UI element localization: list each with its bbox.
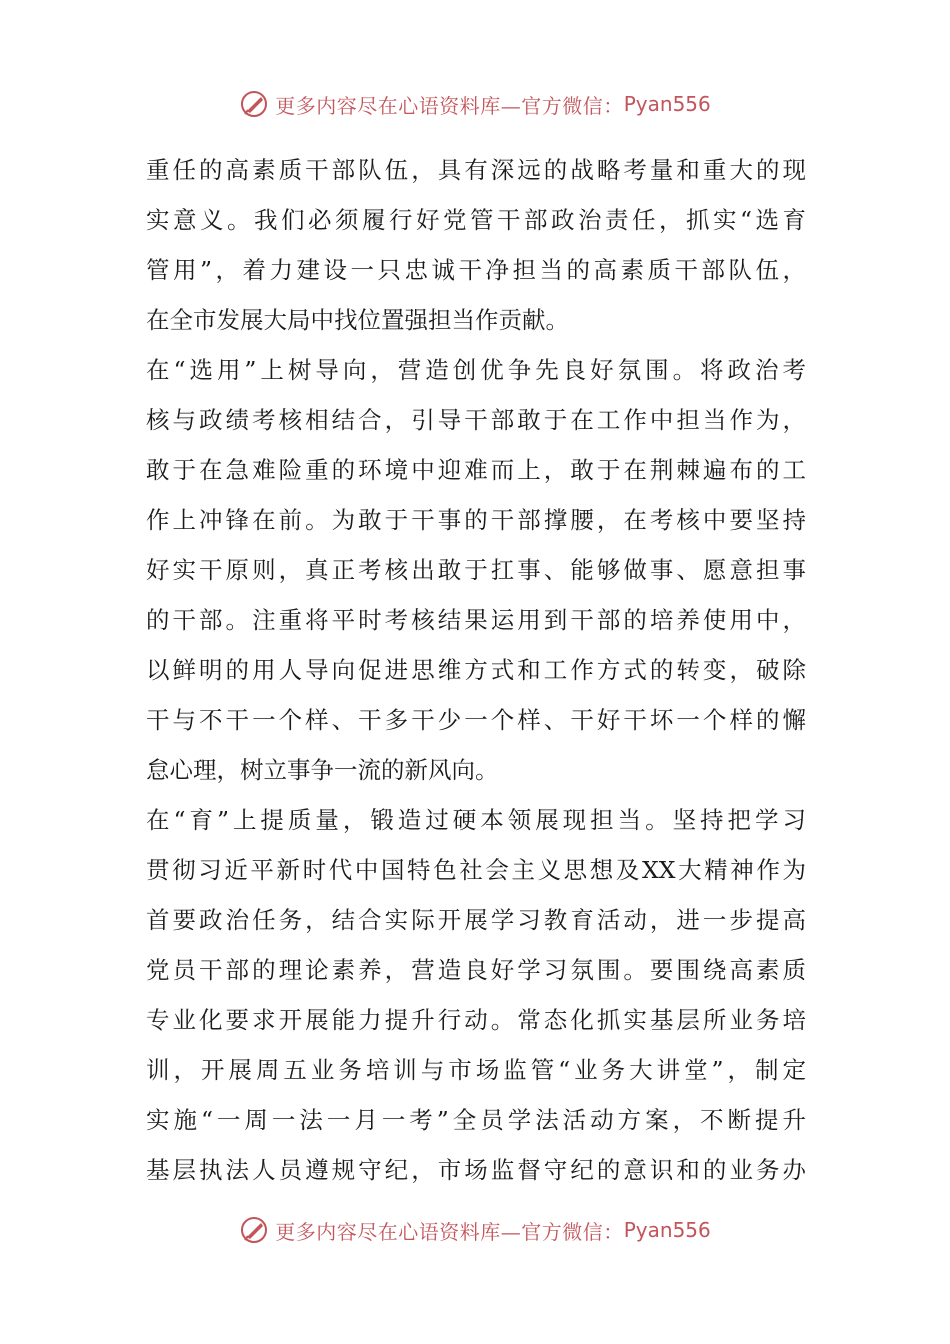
footer-watermark-banner <box>0 1210 950 1250</box>
text-line: 在“育”上提质量，锻造过硬本领展现担当。坚持把学习 <box>146 806 806 834</box>
text-line: 训，开展周五业务培训与市场监管“业务大讲堂”，制定 <box>146 1056 806 1084</box>
banner-text: 更多内容尽在心语资料库—官方微信： <box>275 1219 624 1244</box>
text-line: 干与不干一个样、干多干少一个样、干好干坏一个样的懈 <box>146 706 806 734</box>
banner-handle: Pyan556 <box>623 92 711 116</box>
text-line: 的干部。注重将平时考核结果运用到干部的培养使用中， <box>146 606 806 634</box>
text-line: 在全市发展大局中找位置强担当作贡献。 <box>146 306 569 334</box>
text-line: 好实干原则，真正考核出敢于扛事、能够做事、愿意担事 <box>146 556 806 584</box>
banner-text: 更多内容尽在心语资料库—官方微信： <box>275 93 624 118</box>
text-line: 首要政治任务，结合实际开展学习教育活动，进一步提高 <box>146 906 806 934</box>
text-line: 基层执法人员遵规守纪，市场监督守纪的意识和的业务办 <box>146 1156 806 1184</box>
quill-logo-icon <box>239 1215 269 1245</box>
text-line: 重任的高素质干部队伍，具有深远的战略考量和重大的现 <box>146 156 806 184</box>
text-line: 管用”，着力建设一只忠诚干净担当的高素质干部队伍， <box>146 256 806 284</box>
text-line: 实意义。我们必须履行好党管干部政治责任，抓实“选育 <box>146 206 806 234</box>
header-watermark-banner <box>0 84 950 124</box>
text-line: 在“选用”上树导向，营造创优争先良好氛围。将政治考 <box>146 356 806 384</box>
text-line: 专业化要求开展能力提升行动。常态化抓实基层所业务培 <box>146 1006 806 1034</box>
text-line: 敢于在急难险重的环境中迎难而上，敢于在荆棘遍布的工 <box>146 456 806 484</box>
text-line: 以鲜明的用人导向促进思维方式和工作方式的转变，破除 <box>146 656 806 684</box>
text-line: 核与政绩考核相结合，引导干部敢于在工作中担当作为， <box>146 406 806 434</box>
document-body <box>146 145 806 1195</box>
text-line: 党员干部的理论素养，营造良好学习氛围。要围绕高素质 <box>146 956 806 984</box>
text-line: 作上冲锋在前。为敢于干事的干部撑腰，在考核中要坚持 <box>146 506 806 534</box>
quill-logo-icon <box>239 89 269 119</box>
banner-handle: Pyan556 <box>623 1218 711 1242</box>
text-line: 怠心理，树立事争一流的新风向。 <box>146 756 499 784</box>
text-line: 实施“一周一法一月一考”全员学法活动方案，不断提升 <box>146 1106 806 1134</box>
text-line: 贯彻习近平新时代中国特色社会主义思想及XX大精神作为 <box>146 856 806 884</box>
